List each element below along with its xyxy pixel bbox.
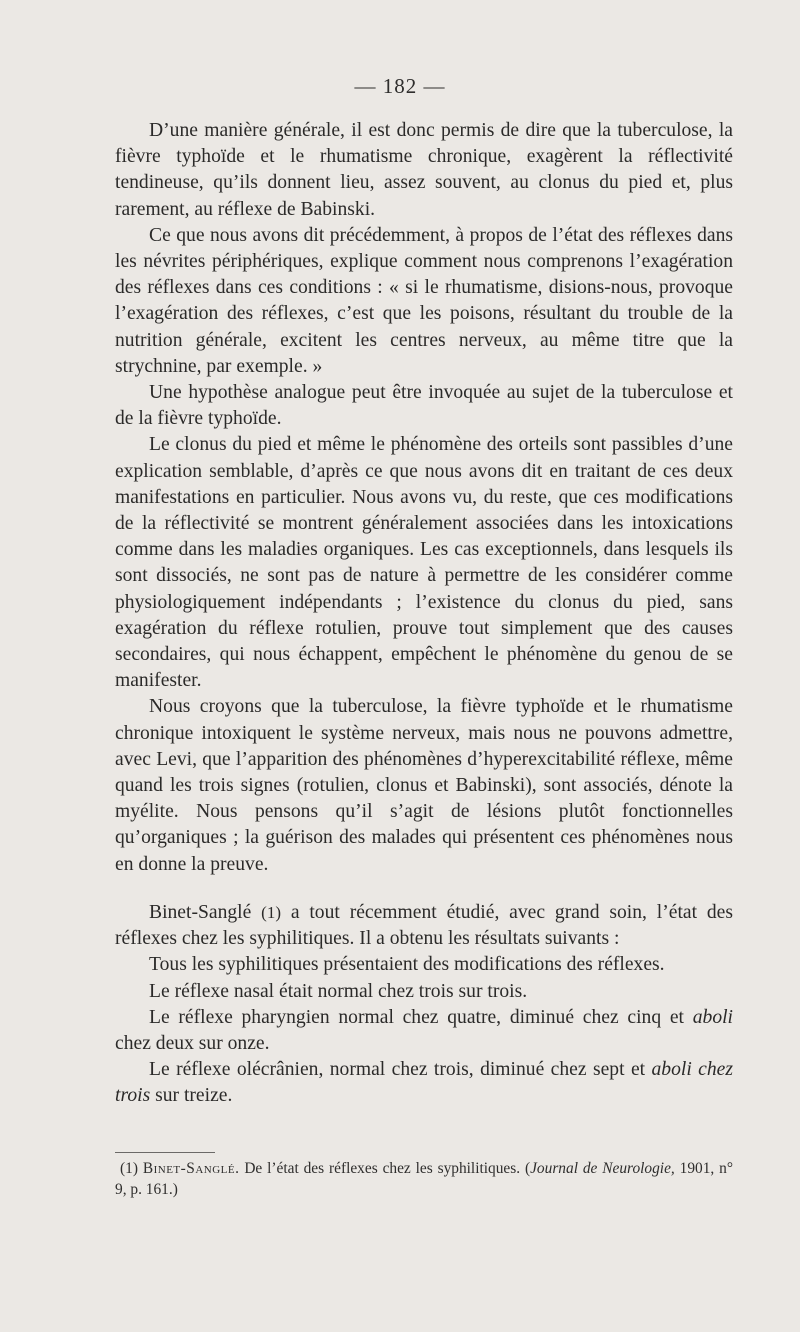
result-pharyngien-emphasis: aboli bbox=[692, 1006, 733, 1028]
result-pharyngien-text: Le réflexe pharyngien normal chez quatre, diminué chez cinq et bbox=[149, 1006, 693, 1028]
footnote-reference: (1) bbox=[261, 902, 281, 922]
result-olecranien-emphasis: aboli chez trois bbox=[115, 1059, 733, 1107]
footnote-number: (1) bbox=[120, 1160, 138, 1177]
paragraph-conclusion: Nous croyons que la tuberculose, la fièvre typhoïde et le rhumatisme chronique intoxiquent le système nerveux, mais nous ne pouvons admettre, avec Levi, que l’apparition des phénomènes d’hyperexcitabilité réflexe, même quand les trois signes (rotulien, clonus et Babinski), sont associés, dénote la myélite. Nous pensons qu’il s’agit de lésions plutôt fonctionnelles qu’organiques ; la guérison des malades qui présentent ces phénomènes nous en donne la preuve. bbox=[115, 696, 733, 875]
footnote bbox=[115, 1158, 733, 1200]
paragraph-general: D’une manière générale, il est donc permis de dire que la tuberculose, la fièvre typhoïde et le rhumatisme chronique, exagèrent la réflectivité tendineuse, qu’ils donnent lieu, assez souvent, au clonus du pied et, plus rarement, au réflexe de Babinski. bbox=[115, 120, 733, 220]
result-olecranien-text: Le réflexe olécrânien, normal chez trois, diminué chez sept et bbox=[149, 1059, 652, 1081]
footnote-journal: Journal de Neurologie, bbox=[530, 1160, 675, 1177]
body-text bbox=[115, 118, 733, 1110]
binet-text: a tout récemment étudié, avec grand soin, l’état des réflexes chez les syphilitiques. Il a obtenu les résultats suivants : bbox=[115, 901, 733, 950]
result-nasal: Le réflexe nasal était normal chez trois sur trois. bbox=[149, 980, 528, 1002]
footnote-author: Binet-Sanglé. bbox=[142, 1160, 240, 1177]
paragraph-clonus: Le clonus du pied et même le phénomène des orteils sont passibles d’une explication semblable, d’après ce que nous avons dit en traitant de ces deux manifestations en particulier. Nous avons vu, du reste, que ces modifications de la réflectivité se montrent généralement associées dans les intoxications comme dans les maladies organiques. Les cas exceptionnels, dans lesquels ils sont dissociés, ne sont pas de nature à permettre de les considérer comme physiologiquement indépendants ; l’existence du clonus du pied, sans exagération du réflexe rotulien, prouve tout simplement que des causes secondaires, qui nous échappent, empêchent le phénomène du genou de se manifester. bbox=[115, 434, 733, 692]
paragraph-nevrites: Ce que nous avons dit précédemment, à propos de l’état des réflexes dans les névrites périphériques, explique comment nous comprenons l’exagération des réflexes dans ces conditions : « si le rhumatisme, disions-nous, provoque l’exagération des réflexes, c’est que les poisons, résultant du trouble de la nutrition générale, excitent les centres nerveux, au même titre que la strychnine, par exemple. » bbox=[115, 224, 733, 377]
footnote-title: De l’état des réflexes chez les syphilitiques. ( bbox=[239, 1160, 531, 1177]
footnote-divider bbox=[115, 1152, 215, 1153]
result-pharyngien bbox=[115, 1005, 733, 1057]
result-olecranien-tail: sur treize. bbox=[150, 1085, 233, 1107]
result-syphilitiques: Tous les syphilitiques présentaient des modifications des réflexes. bbox=[149, 954, 665, 976]
page-number: — 182 — bbox=[354, 74, 446, 98]
result-olecranien bbox=[115, 1057, 733, 1109]
author-name: Binet-Sanglé bbox=[149, 901, 252, 923]
footnote-details: 1901, n° 9, p. 161.) bbox=[115, 1160, 733, 1198]
paragraph-binet bbox=[115, 900, 733, 952]
paragraph-hypothese: Une hypothèse analogue peut être invoquée au sujet de la tuberculose et de la fièvre typhoïde. bbox=[115, 382, 733, 430]
result-pharyngien-tail: chez deux sur onze. bbox=[115, 1032, 270, 1054]
